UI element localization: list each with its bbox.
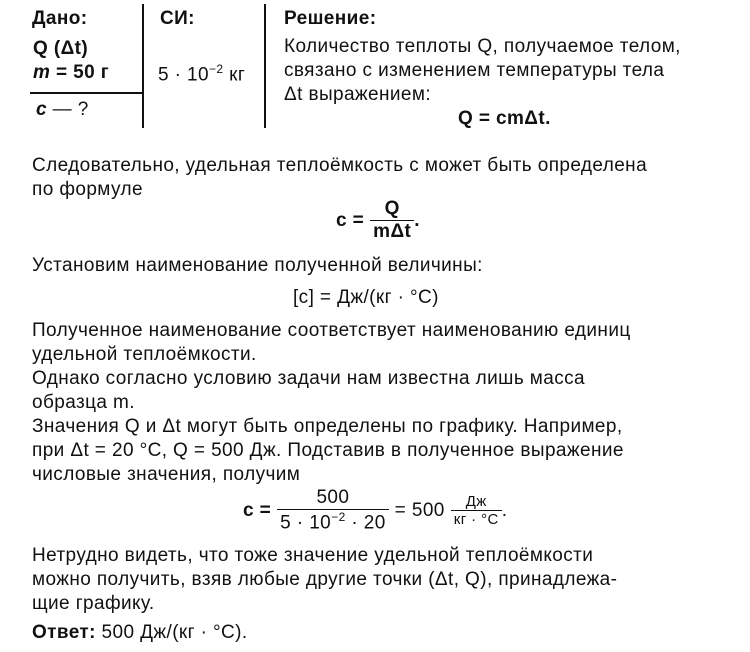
p2-line1: Следовательно, удельная теплоёмкость c может быть определена xyxy=(32,155,648,176)
f4-unit-denominator: кг · °С xyxy=(451,510,502,528)
solution-p1-line1: Количество теплоты Q, получаемое телом, xyxy=(284,36,681,57)
f2-fraction xyxy=(370,198,414,243)
si-mass xyxy=(158,62,245,86)
f4-unit-fraction xyxy=(451,493,502,528)
f4-den-exp: −2 xyxy=(331,510,346,524)
given-q-dt: Q (Δt) xyxy=(33,38,89,59)
solution-p1-line2: связано с изменением температуры тела xyxy=(284,60,665,81)
si-left-border xyxy=(142,4,144,128)
given-m-value: = 50 г xyxy=(55,62,110,83)
p5-line1: Однако согласно условию задачи нам известна лишь масса xyxy=(32,368,585,389)
f4-lhs: c = xyxy=(243,499,272,521)
f2-period: . xyxy=(414,209,420,231)
formula-units: [c] = Дж/(кг · °С) xyxy=(293,287,439,308)
p7-line2: можно получить, взяв любые другие точки (Δt, Q), принадлежа- xyxy=(32,569,618,590)
solution-header: Решение: xyxy=(284,8,377,29)
f2-denominator: mΔt xyxy=(370,220,414,243)
formula-q-cmdt: Q = cmΔt. xyxy=(458,108,551,129)
f4-period: . xyxy=(501,499,508,521)
given-c-symbol: c xyxy=(36,99,47,120)
si-mass-unit: кг xyxy=(223,64,246,86)
p3: Установим наименование полученной величины: xyxy=(32,255,483,276)
given-m-symbol: m xyxy=(33,62,51,83)
f4-mid: = 500 xyxy=(394,499,445,521)
answer-label: Ответ: xyxy=(32,622,96,643)
given-header: Дано: xyxy=(32,8,88,29)
si-header: СИ: xyxy=(160,8,195,29)
si-mass-exp: −2 xyxy=(209,62,224,76)
f4-den-b: · 20 xyxy=(345,512,386,534)
p6-line3: числовые значения, получим xyxy=(32,464,301,485)
p4-line1: Полученное наименование соответствует наименованию единиц xyxy=(32,320,631,341)
p7-line3: щие графику. xyxy=(32,593,155,614)
given-divider xyxy=(30,92,142,94)
p6-line2: при Δt = 20 °С, Q = 500 Дж. Подставив в полученное выражение xyxy=(32,440,624,461)
answer-line xyxy=(32,622,248,644)
given-mass xyxy=(33,62,109,84)
formula-c-numeric xyxy=(243,487,507,534)
given-c-question: — ? xyxy=(52,99,89,120)
f2-lhs: c = xyxy=(336,209,365,231)
f4-numerator: 500 xyxy=(316,487,350,508)
si-right-border xyxy=(264,4,266,128)
f4-denominator xyxy=(277,509,389,534)
answer-value: 500 Дж/(кг · °С). xyxy=(95,622,248,643)
si-mass-coef: 5 · 10 xyxy=(158,64,209,86)
p6-line1: Значения Q и Δt могут быть определены по графику. Например, xyxy=(32,416,623,437)
p5-line2: образца m. xyxy=(32,392,135,413)
p2-line2: по формуле xyxy=(32,179,143,200)
f4-unit-numerator: Дж xyxy=(465,493,487,511)
f4-fraction xyxy=(277,487,389,534)
p4-line2: удельной теплоёмкости. xyxy=(32,344,257,365)
formula-c-q-mdt xyxy=(336,198,420,243)
solution-p1-line3: Δt выражением: xyxy=(284,84,432,105)
f4-den-a: 5 · 10 xyxy=(280,512,332,534)
f2-numerator: Q xyxy=(384,198,400,219)
given-unknown xyxy=(36,99,89,121)
p7-line1: Нетрудно видеть, что тоже значение удельной теплоёмкости xyxy=(32,545,594,566)
